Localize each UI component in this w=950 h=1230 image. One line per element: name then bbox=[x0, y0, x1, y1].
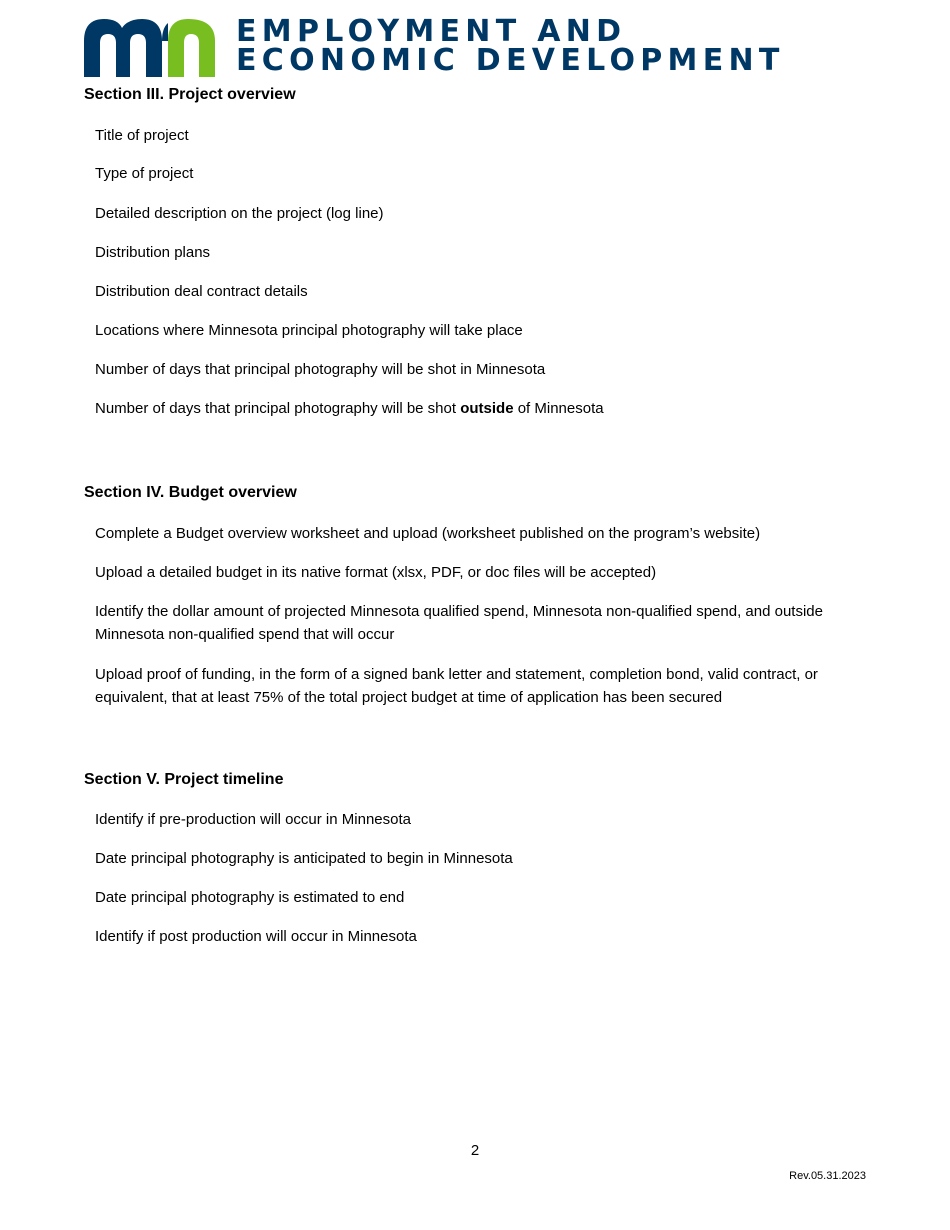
agency-name-line-2: ECONOMIC DEVELOPMENT bbox=[236, 43, 785, 78]
mn-logo-icon bbox=[84, 19, 216, 77]
list-item: Distribution plans bbox=[95, 244, 211, 261]
list-item: Identify the dollar amount of projected Minnesota qualified spend, Minnesota non-qualified spend, and outside Minnesota non-qualified spend that will occur bbox=[95, 603, 823, 643]
page-number: 2 bbox=[470, 1142, 480, 1159]
list-item: Distribution deal contract details bbox=[95, 283, 308, 300]
list-item: Detailed description on the project (log line) bbox=[95, 205, 384, 222]
section-v-title: Section V. Project timeline bbox=[84, 771, 284, 788]
list-item: Number of days that principal photography will be shot in Minnesota bbox=[95, 361, 546, 378]
list-item: Date principal photography is estimated to end bbox=[95, 889, 405, 906]
list-item: Complete a Budget overview worksheet and upload (worksheet published on the program’s website) bbox=[95, 525, 761, 542]
section-iv-title: Section IV. Budget overview bbox=[84, 484, 297, 501]
item-text-bold: outside bbox=[460, 400, 514, 417]
list-item: Upload proof of funding, in the form of a signed bank letter and statement, completion bond, valid contract, or equivalent, that at least 75% of the total project budget at time of application has been secured bbox=[95, 666, 818, 706]
agency-name-line-1: EMPLOYMENT AND bbox=[236, 14, 627, 49]
list-item: Identify if post production will occur in Minnesota bbox=[95, 928, 417, 945]
revision-date: Rev.05.31.2023 bbox=[789, 1170, 866, 1182]
deed-logo bbox=[84, 14, 785, 79]
list-item: Upload a detailed budget in its native format (xlsx, PDF, or doc files will be accepted) bbox=[95, 564, 657, 581]
agency-name bbox=[236, 14, 785, 78]
section-iii-title: Section III. Project overview bbox=[84, 86, 296, 103]
item-text-before: Number of days that principal photography will be shot bbox=[95, 400, 461, 417]
list-item-outside-days bbox=[95, 397, 875, 420]
item-text-after: of Minnesota bbox=[513, 400, 604, 417]
list-item: Identify if pre-production will occur in Minnesota bbox=[95, 811, 411, 828]
list-item: Type of project bbox=[95, 165, 194, 182]
list-item: Locations where Minnesota principal photography will take place bbox=[95, 322, 523, 339]
list-item: Title of project bbox=[95, 127, 189, 144]
list-item: Date principal photography is anticipated to begin in Minnesota bbox=[95, 850, 513, 867]
